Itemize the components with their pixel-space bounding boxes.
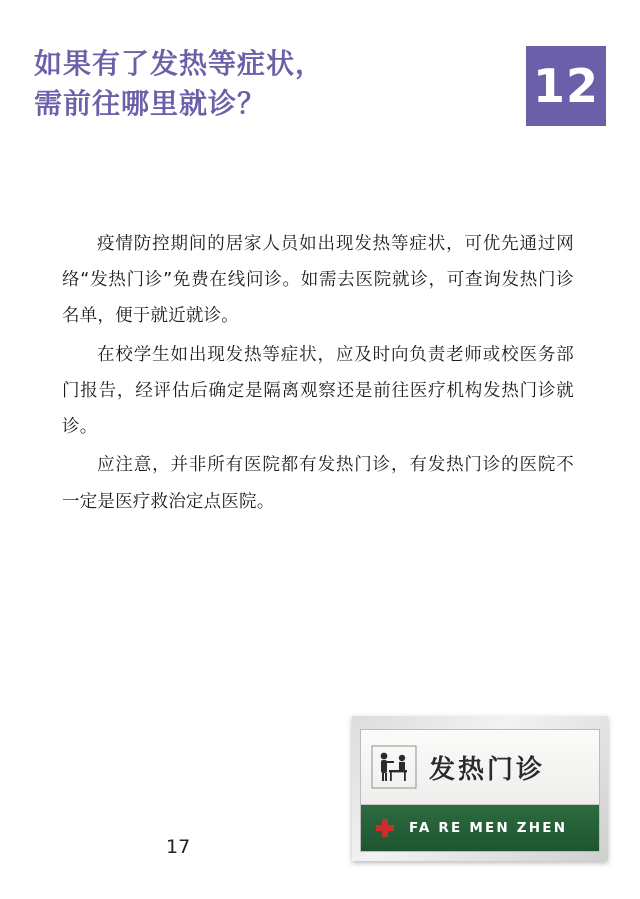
sign-plate [360, 729, 600, 852]
page-title [34, 44, 494, 124]
section-number-badge: 12 [526, 46, 606, 126]
doctor-patient-pictogram [371, 745, 417, 789]
sign-top-band [361, 730, 599, 804]
paragraph: 疫情防控期间的居家人员如出现发热等症状，可优先通过网络“发热门诊”免费在线问诊。如需去医院就诊，可查询发热门诊名单，便于就近就诊。 [62, 234, 574, 327]
page-title-line-2: 需前往哪里就诊？ [34, 86, 267, 120]
page-title-line-1: 如果有了发热等症状， [34, 47, 325, 80]
medical-cross-icon [375, 818, 395, 838]
page-number: 17 [166, 836, 191, 858]
sign-pinyin: FA RE MEN ZHEN [409, 820, 568, 836]
fever-clinic-sign-photo [352, 716, 608, 861]
sign-text: 发热门诊 [429, 754, 546, 785]
page-header [34, 44, 606, 136]
paragraph: 在校学生如出现发热等症状，应及时向负责老师或校医务部门报告，经评估后确定是隔离观察还是前往医疗机构发热门诊就诊。 [62, 344, 574, 438]
paragraph: 应注意，并非所有医院都有发热门诊，有发热门诊的医院不一定是医疗救治定点医院。 [62, 455, 574, 512]
body-text [62, 226, 574, 522]
sign-green-band [361, 805, 599, 851]
